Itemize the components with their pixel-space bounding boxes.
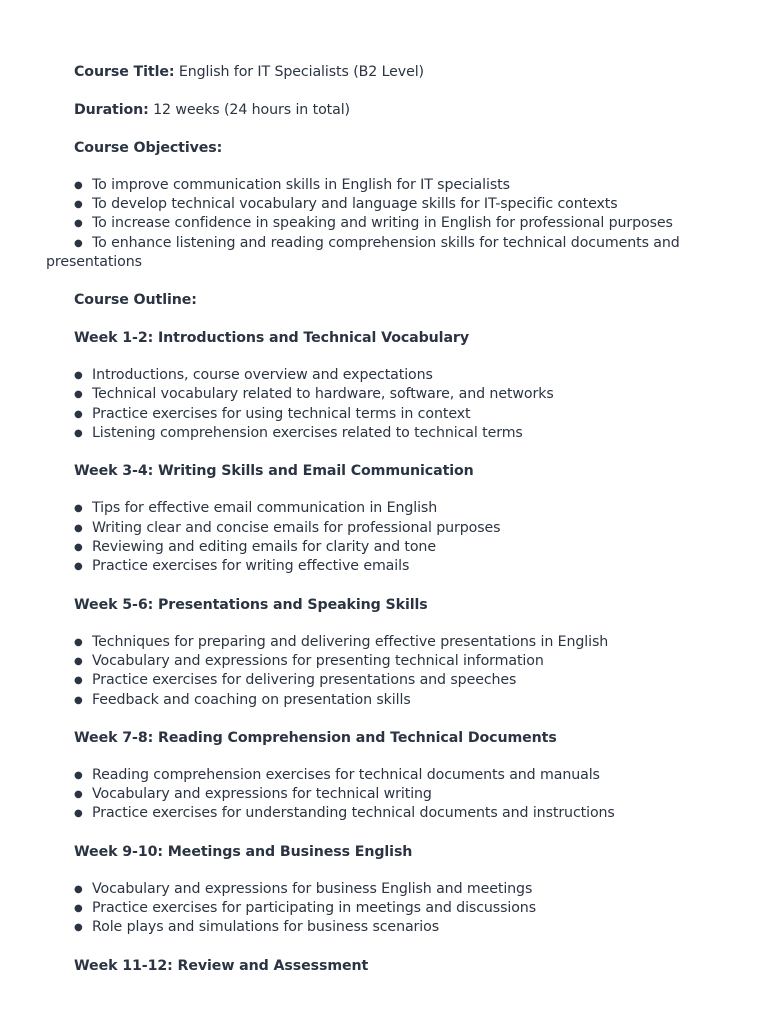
bullet-icon: ● — [74, 561, 83, 572]
bullet-icon: ● — [74, 903, 83, 914]
list-item: ● Practice exercises for using technical terms in context — [74, 406, 471, 422]
bullet-icon: ● — [74, 199, 83, 210]
duration-line — [74, 100, 350, 120]
duration-label: Duration: — [74, 102, 149, 118]
bullet-icon: ● — [74, 542, 83, 553]
duration-value: 12 weeks (24 hours in total) — [148, 102, 350, 118]
list-item: ● Vocabulary and expressions for technical writing — [74, 786, 432, 802]
list-item: ● Reviewing and editing emails for clarity and tone — [74, 539, 436, 555]
list-item: ● Listening comprehension exercises related to technical terms — [74, 425, 523, 441]
list-item: ● Role plays and simulations for business scenarios — [74, 919, 439, 935]
list-item: ● Practice exercises for understanding technical documents and instructions — [74, 805, 615, 821]
list-item: ● To develop technical vocabulary and language skills for IT-specific contexts — [74, 196, 618, 212]
week-heading: Week 7-8: Reading Comprehension and Technical Documents — [74, 730, 557, 746]
week-heading: Week 3-4: Writing Skills and Email Communication — [74, 463, 474, 479]
list-item: ● Reading comprehension exercises for technical documents and manuals — [74, 767, 600, 783]
bullet-icon: ● — [74, 218, 83, 229]
list-item: ● To improve communication skills in English for IT specialists — [74, 177, 510, 193]
list-item: ● Techniques for preparing and delivering effective presentations in English — [74, 634, 609, 650]
bullet-icon: ● — [74, 637, 83, 648]
list-item: ● Vocabulary and expressions for business English and meetings — [74, 881, 533, 897]
list-item: ● Technical vocabulary related to hardware, software, and networks — [74, 386, 554, 402]
bullet-icon: ● — [74, 523, 83, 534]
week-heading: Week 1-2: Introductions and Technical Vocabulary — [74, 330, 469, 346]
bullet-icon: ● — [74, 428, 83, 439]
bullet-icon: ● — [74, 656, 83, 667]
list-item: ● Introductions, course overview and expectations — [74, 367, 433, 383]
week-heading: Week 5-6: Presentations and Speaking Skills — [74, 597, 428, 613]
outline-heading: Course Outline: — [74, 292, 197, 308]
list-item: ● Vocabulary and expressions for presenting technical information — [74, 653, 544, 669]
objectives-heading: Course Objectives: — [74, 140, 223, 156]
bullet-icon: ● — [74, 808, 83, 819]
bullet-icon: ● — [74, 503, 83, 514]
bullet-icon: ● — [74, 389, 83, 400]
bullet-icon: ● — [74, 180, 83, 191]
bullet-icon: ● — [74, 238, 83, 249]
bullet-icon: ● — [74, 370, 83, 381]
course-title-line — [74, 62, 424, 82]
course-title-value: English for IT Specialists (B2 Level) — [174, 64, 424, 80]
list-item: ● Tips for effective email communication in English — [74, 500, 438, 516]
list-item: ● To increase confidence in speaking and writing in English for professional purposes — [74, 215, 673, 231]
list-item: ● Feedback and coaching on presentation skills — [74, 692, 411, 708]
bullet-icon: ● — [74, 770, 83, 781]
list-item: ● Practice exercises for writing effective emails — [74, 558, 410, 574]
bullet-icon: ● — [74, 884, 83, 895]
list-item: ● Writing clear and concise emails for professional purposes — [74, 520, 501, 536]
bullet-icon: ● — [74, 922, 83, 933]
list-item: ● To enhance listening and reading comprehension skills for technical documents and presentations — [46, 235, 680, 270]
course-title-label: Course Title: — [74, 64, 175, 80]
week-heading: Week 11-12: Review and Assessment — [74, 958, 369, 974]
bullet-icon: ● — [74, 409, 83, 420]
bullet-icon: ● — [74, 675, 83, 686]
bullet-icon: ● — [74, 789, 83, 800]
week-heading: Week 9-10: Meetings and Business English — [74, 844, 413, 860]
bullet-icon: ● — [74, 695, 83, 706]
list-item: ● Practice exercises for delivering presentations and speeches — [74, 672, 517, 688]
list-item: ● Practice exercises for participating in meetings and discussions — [74, 900, 536, 916]
